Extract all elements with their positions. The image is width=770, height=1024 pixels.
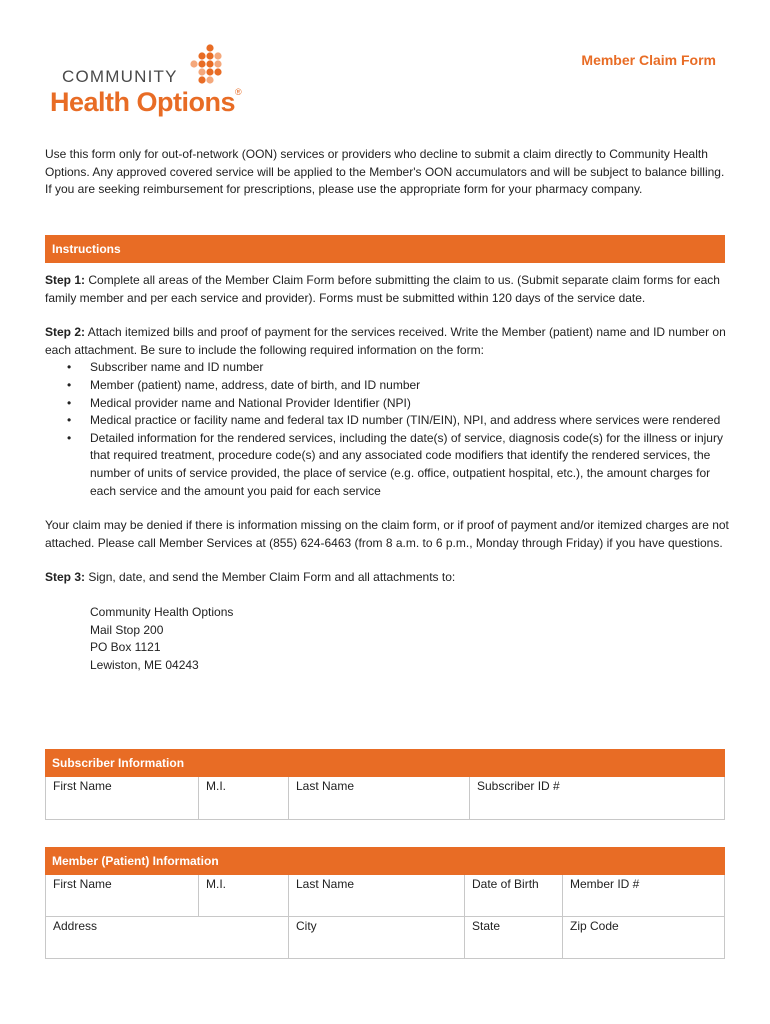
member-first-name-field[interactable]: First Name <box>53 877 112 891</box>
step-3: Step 3: Sign, date, and send the Member Claim Form and all attachments to: <box>45 570 456 585</box>
denial-note: Your claim may be denied if there is information missing on the claim form, or if proof of payment and/or itemized charges are not attached. Please call Member Services at (855) 624-6463 (from 8 a.m. to 6 p.m., Monday through Friday) if you have questions. <box>45 518 729 550</box>
logo-health-options-text: Health Options® <box>50 87 242 117</box>
company-logo <box>48 44 248 124</box>
member-information-section <box>45 847 725 959</box>
instructions-body <box>45 272 730 674</box>
logo-community-text: COMMUNITY <box>62 67 178 86</box>
step-1: Step 1: Complete all areas of the Member Claim Form before submitting the claim to us. (Submit separate claim forms for each family member and per each service and provider). Forms must be submitted within 120 days of the service date. <box>45 273 720 305</box>
member-last-name-field[interactable]: Last Name <box>288 875 464 916</box>
member-address-field[interactable]: Address <box>53 919 98 933</box>
subscriber-id-field[interactable]: Subscriber ID # <box>469 777 724 819</box>
address-line: PO Box 1121 <box>90 640 161 655</box>
member-city-field[interactable]: City <box>288 917 464 958</box>
intro-paragraph: Use this form only for out-of-network (OON) services or providers who decline to submit a claim directly to Community Health Options. Any approved covered service will be applied to the Member's OON accumulators and will be subject to balance billing. If you are seeking reimbursement for prescriptions, please use the appropriate form for your pharmacy company. <box>45 147 725 197</box>
member-zip-field[interactable]: Zip Code <box>562 917 724 958</box>
mailing-address <box>45 604 730 674</box>
member-information-heading: Member (Patient) Information <box>45 847 725 875</box>
member-dob-field[interactable]: Date of Birth <box>464 875 562 916</box>
form-title: Member Claim Form <box>581 52 716 68</box>
instructions-heading: Instructions <box>45 235 725 263</box>
list-item: • Detailed information for the rendered services, including the date(s) of service, diagnosis code(s) for the illness or injury that required treatment, procedure code(s) and any associated code modifiers that identify the rendered services, the number of units of service provided, the place of service (e.g. office, outpatient hospital, etc.), the amount charges for each service and the amount you paid for each service <box>90 430 730 500</box>
list-item: • Medical practice or facility name and federal tax ID number (TIN/EIN), NPI, and address where services were rendered <box>90 412 730 430</box>
list-item: • Member (patient) name, address, date of birth, and ID number <box>90 377 730 395</box>
member-state-field[interactable]: State <box>464 917 562 958</box>
address-line: Lewiston, ME 04243 <box>90 657 199 672</box>
member-id-field[interactable]: Member ID # <box>562 875 724 916</box>
list-item: • Subscriber name and ID number <box>90 359 730 377</box>
subscriber-first-name-field[interactable]: First Name <box>53 779 112 793</box>
required-info-list <box>45 359 730 500</box>
address-line: Mail Stop 200 <box>90 622 164 637</box>
member-mi-field[interactable]: M.I. <box>198 875 288 916</box>
address-line: Community Health Options <box>90 604 234 619</box>
subscriber-mi-field[interactable]: M.I. <box>198 777 288 819</box>
subscriber-information-heading: Subscriber Information <box>45 749 725 777</box>
subscriber-information-section <box>45 749 725 820</box>
subscriber-last-name-field[interactable]: Last Name <box>288 777 469 819</box>
list-item: • Medical provider name and National Provider Identifier (NPI) <box>90 395 730 413</box>
step-2: Step 2: Attach itemized bills and proof of payment for the services received. Write the Member (patient) name and ID number on each attachment. Be sure to include the following required information on the form: <box>45 325 726 357</box>
